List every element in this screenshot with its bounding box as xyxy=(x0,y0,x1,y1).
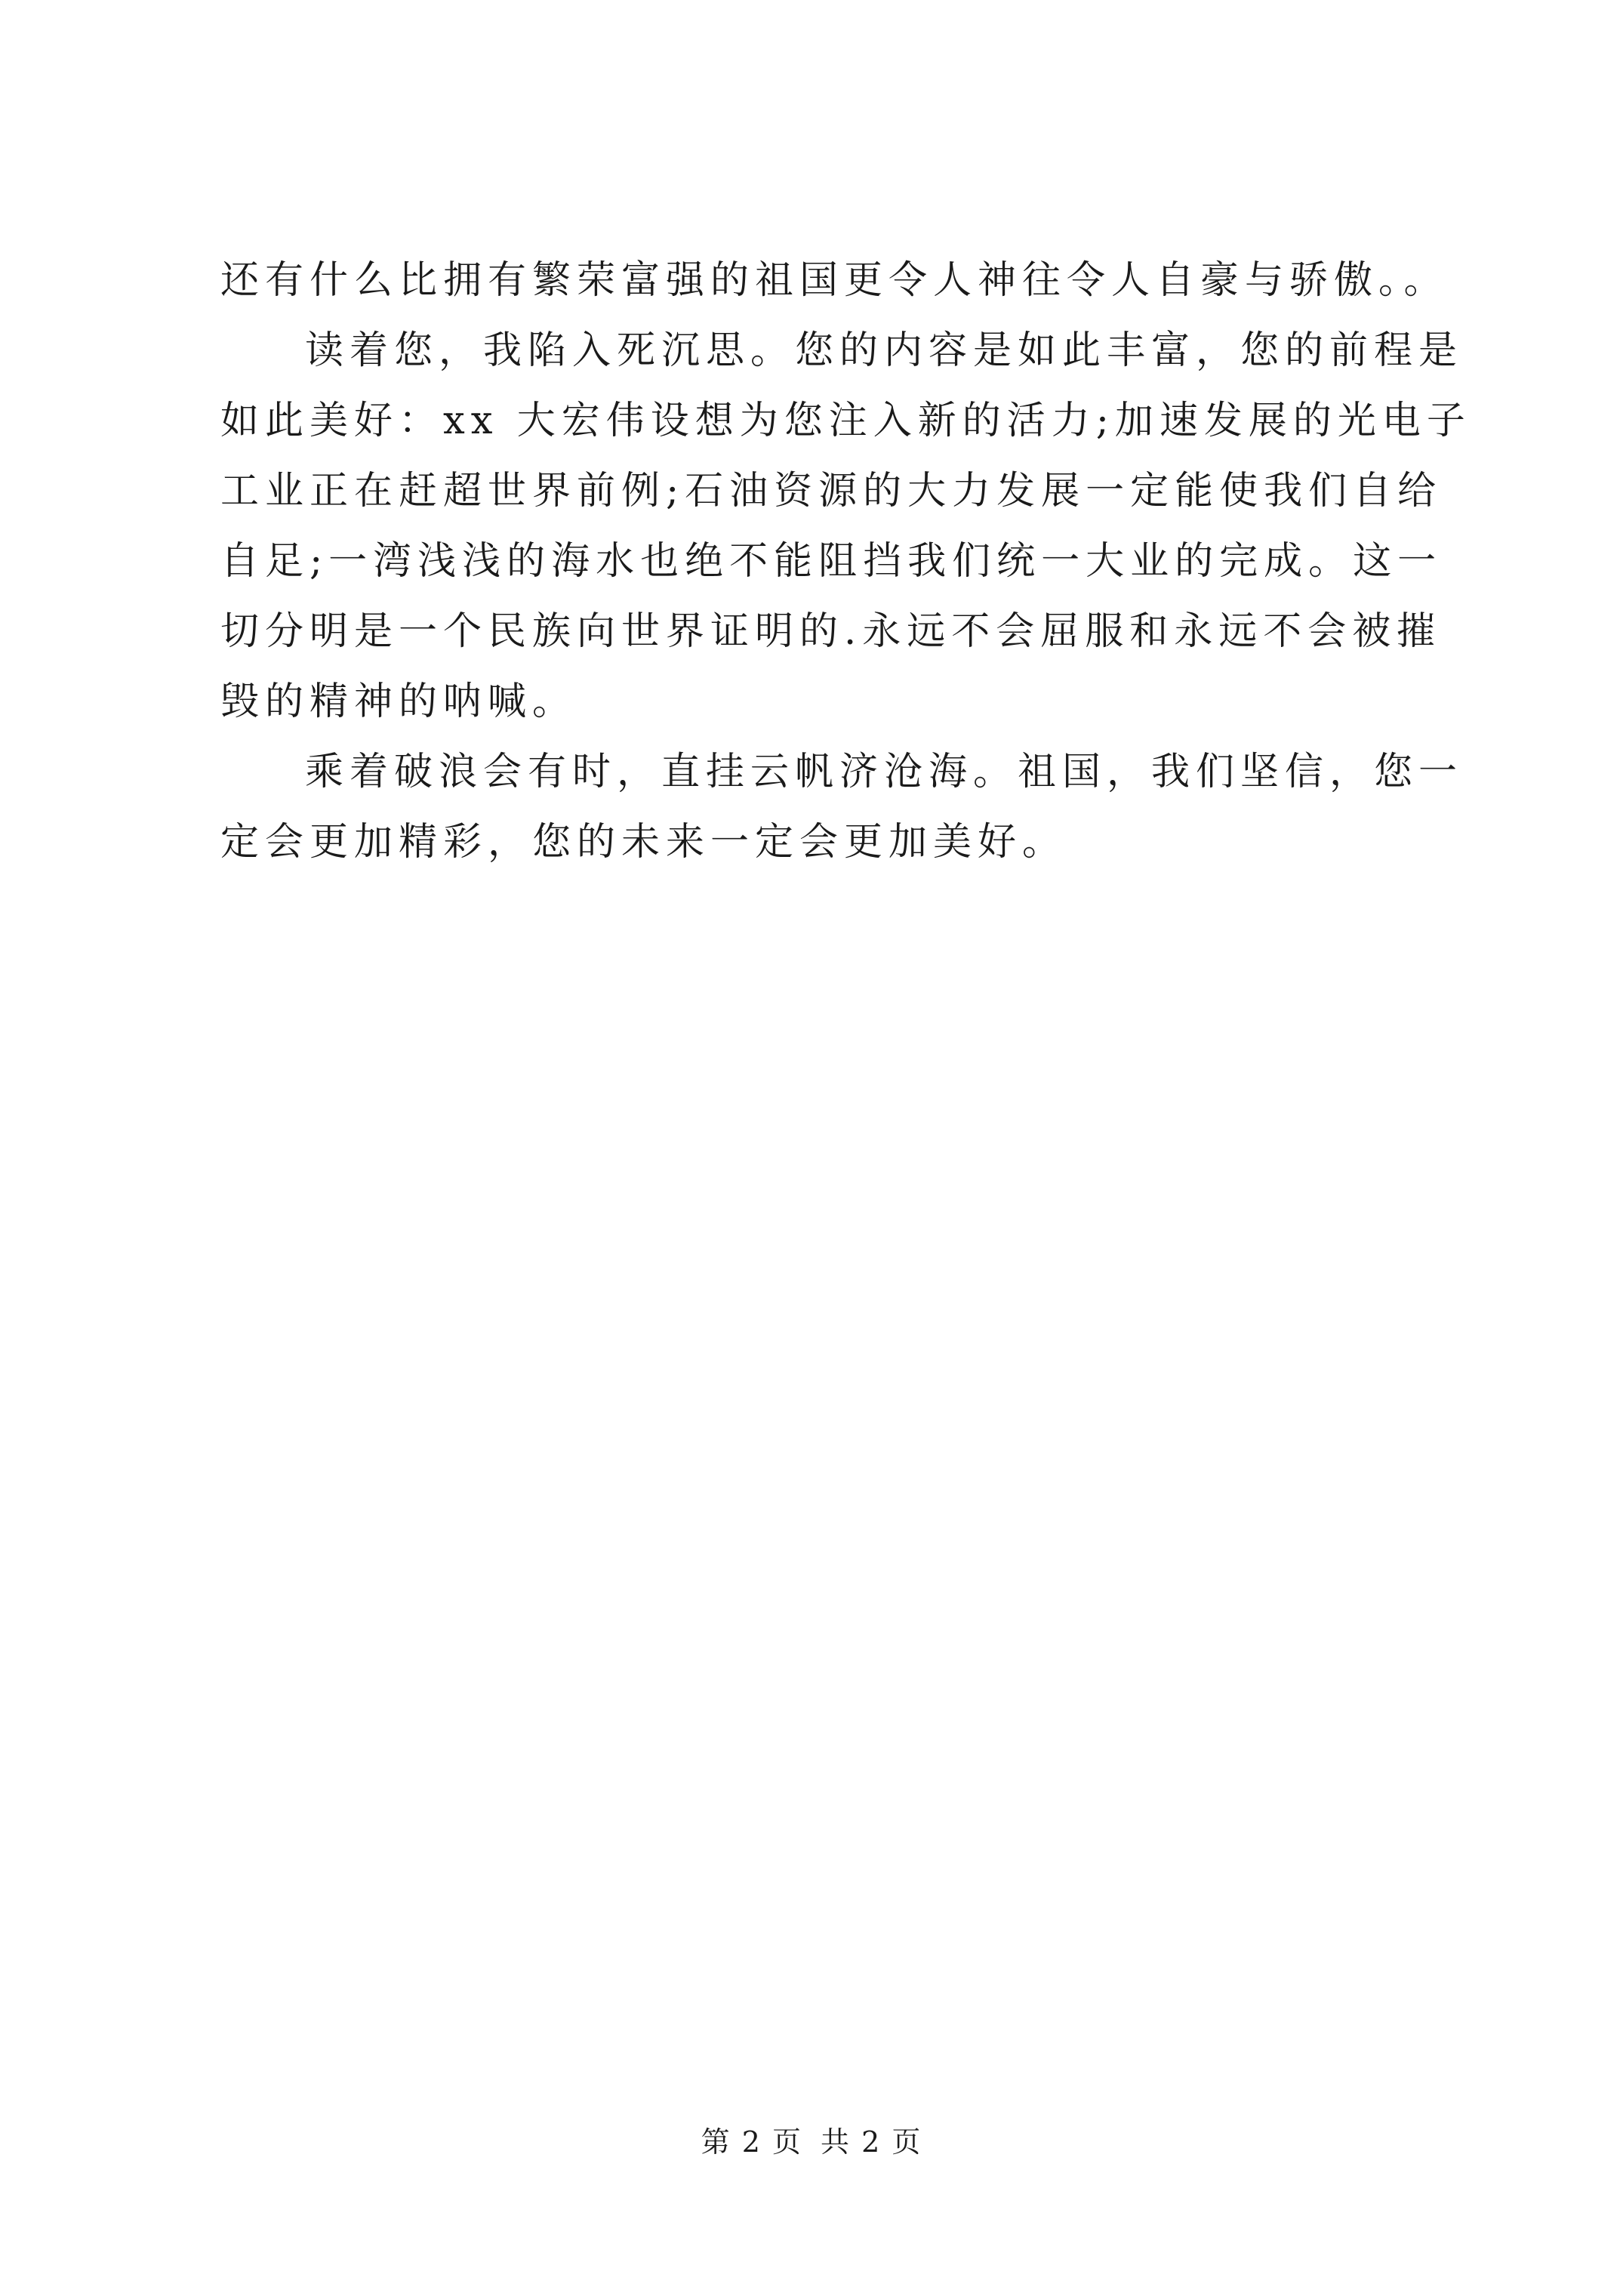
text-line: 切分明是一个民族向世界证明的.永远不会屈服和永远不会被摧 xyxy=(220,609,1442,654)
text-line: 工业正在赶超世界前例;石油资源的大力发展一定能使我们自给 xyxy=(220,469,1443,513)
text-line: 定会更加精彩，您的未来一定会更加美好。 xyxy=(220,820,1067,864)
text-line: 读着您，我陷入死沉思。您的内容是如此丰富，您的前程是 xyxy=(305,328,1464,373)
text-line: 如此美好：xx 大宏伟设想为您注入新的活力;加速发展的光电子 xyxy=(220,399,1471,443)
paragraph-1 xyxy=(220,245,1449,316)
paragraph-3 xyxy=(220,737,1464,877)
text-line: 自足;一湾浅浅的海水也绝不能阻挡我们统一大业的完成。这一 xyxy=(220,539,1443,584)
text-line: 毁的精神的呐喊。 xyxy=(220,680,577,724)
text-line: 乘着破浪会有时，直挂云帆济沧海。祖国，我们坚信，您一 xyxy=(305,750,1464,794)
page-footer xyxy=(0,2123,1623,2161)
page-number: 第 2 页 xyxy=(701,2125,802,2159)
text-line: 还有什么比拥有繁荣富强的祖国更令人神往令人自豪与骄傲。。 xyxy=(220,258,1449,303)
page-total: 共 2 页 xyxy=(821,2125,922,2159)
paragraph-2 xyxy=(220,316,1471,737)
document-body xyxy=(220,245,1471,877)
